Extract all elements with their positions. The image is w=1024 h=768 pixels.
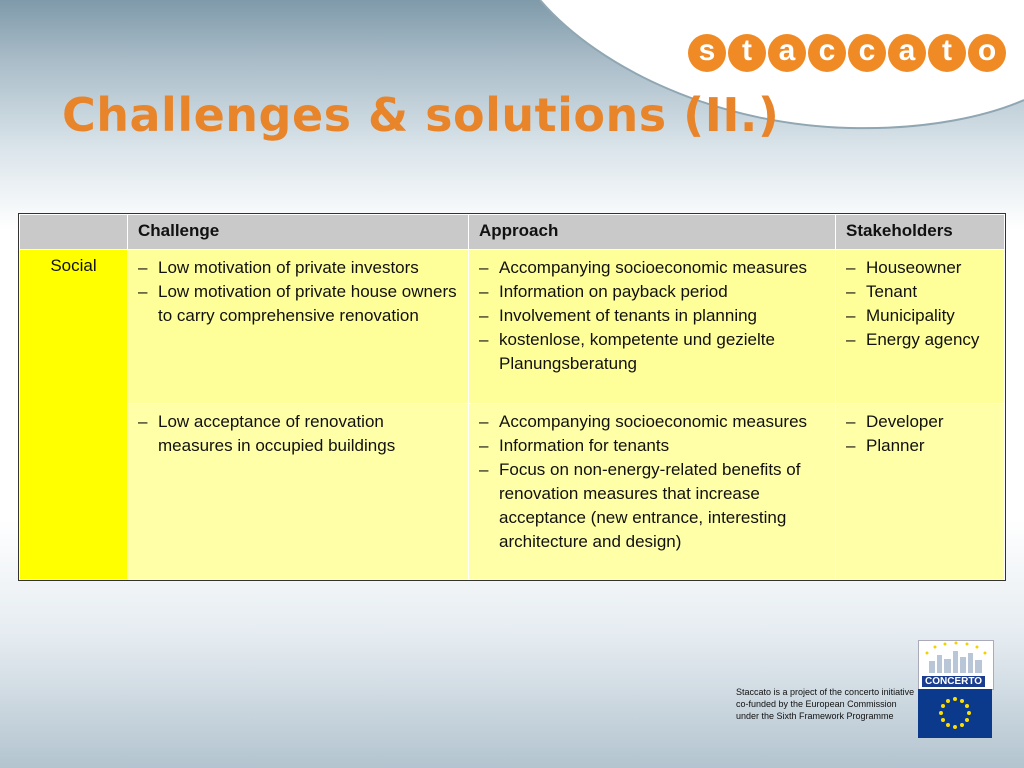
- list-item: – Energy agency: [846, 328, 994, 352]
- category-cell: Social: [20, 250, 128, 580]
- approach-cell: [469, 250, 836, 404]
- logo-letter: o: [968, 34, 1006, 72]
- stakeholders-cell: [836, 250, 1005, 404]
- list-item: – Municipality: [846, 304, 994, 328]
- logo-letter: c: [848, 34, 886, 72]
- eu-flag-icon: [918, 689, 992, 738]
- logo-letter: t: [728, 34, 766, 72]
- list-item: – Houseowner: [846, 256, 994, 280]
- logo-letter: t: [928, 34, 966, 72]
- footer-note: Staccato is a project of the concerto initiative co-funded by the European Commission under the Sixth Framework Programme: [736, 687, 915, 721]
- skyline-icon: [919, 641, 993, 675]
- list-item: – Accompanying socioeconomic measures: [479, 256, 825, 280]
- table-header-row: [20, 215, 1005, 250]
- slide-title: Challenges & solutions (II.): [62, 88, 780, 142]
- header-stakeholders: Stakeholders: [836, 215, 1005, 250]
- logo-letter: a: [768, 34, 806, 72]
- stakeholders-cell: [836, 404, 1005, 580]
- challenge-cell: [128, 250, 469, 404]
- concerto-logo-text: CONCERTO: [922, 676, 985, 687]
- list-item: – Tenant: [846, 280, 994, 304]
- challenges-table: [19, 214, 1005, 580]
- logo-letter: c: [808, 34, 846, 72]
- challenge-cell: [128, 404, 469, 580]
- header-challenge: Challenge: [128, 215, 469, 250]
- header-approach: Approach: [469, 215, 836, 250]
- staccato-logo: [688, 34, 1006, 72]
- list-item: – Low motivation of private investors: [138, 256, 458, 280]
- list-item: – Focus on non-energy-related benefits of renovation measures that increase acceptance (new entrance, interesting architecture and design): [479, 458, 825, 554]
- list-item: – Involvement of tenants in planning: [479, 304, 825, 328]
- logo-letter: s: [688, 34, 726, 72]
- concerto-logo: [918, 640, 994, 690]
- header-empty: [20, 215, 128, 250]
- list-item: – Low motivation of private house owners to carry comprehensive renovation: [138, 280, 458, 328]
- list-item: – Information for tenants: [479, 434, 825, 458]
- table-row: [20, 250, 1005, 404]
- list-item: – Information on payback period: [479, 280, 825, 304]
- list-item: – Planner: [846, 434, 994, 458]
- approach-cell: [469, 404, 836, 580]
- table-row: [20, 404, 1005, 580]
- list-item: – kostenlose, kompetente und gezielte Planungsberatung: [479, 328, 825, 376]
- list-item: – Accompanying socioeconomic measures: [479, 410, 825, 434]
- list-item: – Low acceptance of renovation measures in occupied buildings: [138, 410, 458, 458]
- eu-stars-icon: [918, 689, 992, 738]
- logo-letter: a: [888, 34, 926, 72]
- list-item: – Developer: [846, 410, 994, 434]
